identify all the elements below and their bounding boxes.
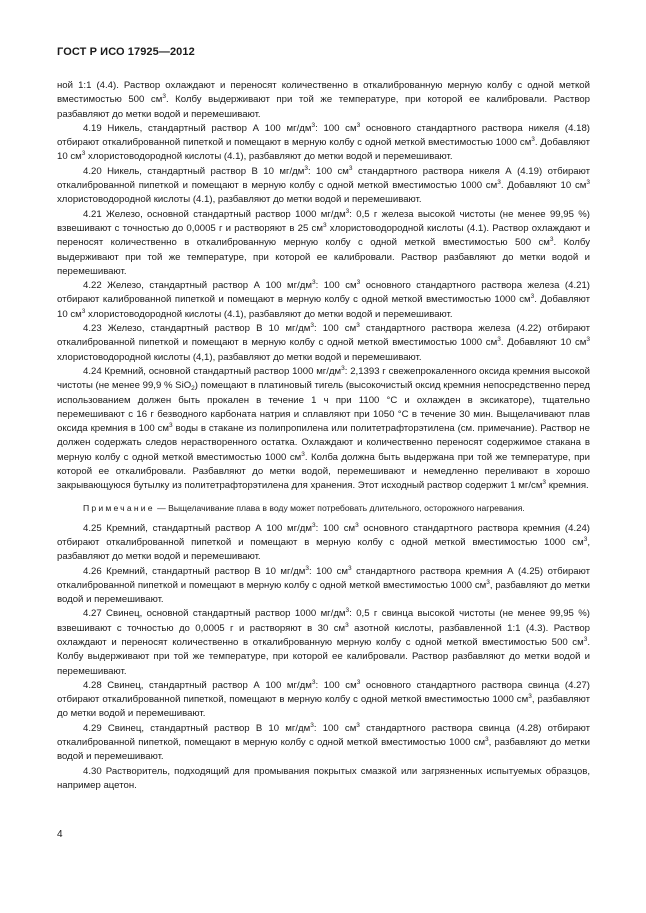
- paragraph-4-20: 4.20 Никель, стандартный раствор В 10 $мг/дм^3$: 100 $см^3$ стандартного раствора никеля А (4.19) отбирают откалиброванной пипеткой и помещают в мерную колбу с одной меткой вместимостью 1000 $см^3$. Добавляют 10 $см^3$ хлористоводородной кислоты (4.1), разбавляют до метки водой и перемешивают.: [57, 164, 590, 206]
- paragraph-4-19: 4.19 Никель, стандартный раствор А 100 $мг/дм^3$: 100 $см^3$ основного стандартного раствора никеля (4.18) отбирают откалиброванной пипеткой и помещают в мерную колбу с одной меткой вместимостью 1000 $см^3$. Добавляют 10 $см^3$ хлористоводородной кислоты (4.1), разбавляют до метки водой и перемешивают.: [57, 121, 590, 163]
- paragraph-4-28: 4.28 Свинец, стандартный раствор А 100 $мг/дм^3$: 100 $см^3$ основного стандартного раствора свинца (4.27) отбирают откалиброванной пипеткой, помещают в мерную колбу с одной меткой вместимостью 1000 $см^3$, разбавляют до метки водой и перемешивают.: [57, 678, 590, 720]
- paragraph-4-27: 4.27 Свинец, основной стандартный раствор 1000 $мг/дм^3$: 0,5 г свинца высокой чистоты (не менее 99,95 %) взвешивают с точностью до 0,0005 г и растворяют в 30 $см^3$ азотной кислоты, разбавленной 1:1 (4.3). Раствор охлаждают и переносят количественно в откалиброванную мерную колбу с одной меткой вместимостью 500 $см^3$. Колбу выдерживают при той же температуре, при которой ее калибровали. Раствор разбавляют до метки водой и перемешивают.: [57, 607, 590, 677]
- paragraph-4-26: 4.26 Кремний, стандартный раствор В 10 $мг/дм^3$: 100 $см^3$ стандартного раствора кремния А (4.25) отбирают откалиброванной пипеткой и помещают в мерную колбу с одной меткой вместимостью 1000 $см^3$, разбавляют до метки водой и перемешивают.: [57, 564, 590, 606]
- paragraph-4-23: 4.23 Железо, стандартный раствор В 10 $мг/дм^3$: 100 $см^3$ стандартного раствора железа (4.22) отбирают откалиброванной пипеткой и помещают в мерную колбу с одной меткой вместимостью 1000 $см^3$. Добавляют 10 $см^3$ хлористоводородной кислоты (4,1), разбавляют до метки водой и перемешивают.: [57, 322, 590, 363]
- note-text: — Выщелачивание плава в воду может потребовать длительного, осторожного нагревания.: [154, 502, 525, 513]
- paragraph-4-21: 4.21 Железо, основной стандартный раствор 1000 $мг/дм^3$: 0,5 г железа высокой чистоты (не менее 99,95 %) взвешивают с точностью до 0,0005 г и растворяют в 25 $см^3$ хлористоводородной кислоты (4.1). Раствор охлаждают и переносят количественно в откалиброванную мерную колбу с одной меткой вместимостью 500 $см^3$. Колбу выдерживают при той же температуре, при которой ее калибровали. Раствор разбавляют до метки водой и перемешивают.: [57, 207, 590, 277]
- paragraph-4-24: 4.24 Кремний, основной стандартный раствор 1000 $мг/дм^3$: 2,1393 г свежепрокаленного оксида кремния высокой чистоты (не менее 99,9 % SiO$_2$) помещают в платиновый тигель (высокочистый оксид кремния непосредственно перед использованием должен быть прокален в течение 1 ч при 1100 °С и охлажден в эксикаторе), тщательно перемешивают с 16 г безводного карбоната натрия и сплавляют при 1050 °С в течение 30 мин. Выщелачивают плав оксида кремния в 100 $см^3$ воды в стакане из полипропилена или политетрафторэтилена (см. примечание). Раствор не должен содержать следов нерастворенного остатка. Охлаждают и количественно переносят содержимое стакана в мерную колбу с одной меткой вместимостью 1000 $см^3$. Колба должна быть выдержана при той же температуре, при которой ее откалибровали. Разбавляют до метки водой, перемешивают и немедленно переливают в хорошо закрывающуюся бутылку из политетрафторэтилена для хранения. Этот исходный раствор содержит 1 $мг/см^3$ кремния.: [57, 364, 590, 492]
- note: [57, 502, 590, 515]
- note-label: Примечание: [83, 502, 155, 513]
- paragraph-4-22: 4.22 Железо, стандартный раствор А 100 $мг/дм^3$: 100 $см^3$ основного стандартного раствора железа (4.21) отбирают калиброванной пипеткой и помещают в мерную колбу с одной меткой вместимостью 1000 $см^3$. Добавляют 10 $см^3$ хлористоводородной кислоты (4.1), разбавляют до метки водой и перемешивают.: [57, 279, 590, 320]
- page-number: 4: [57, 829, 63, 840]
- paragraph-continuation: ной 1:1 (4.4). Раствор охлаждают и переносят количественно в откалиброванную мерную колбу с одной меткой вместимостью 500 $см^3$. Колбу выдерживают при той же температуре, при которой ее калибровали. Раствор разбавляют до метки водой и перемешивают.: [57, 80, 590, 120]
- paragraph-4-29: 4.29 Свинец, стандартный раствор В 10 $мг/дм^3$: 100 $см^3$ стандартного раствора свинца (4.28) отбирают откалиброванной пипеткой, помещают в мерную колбу с одной меткой вместимостью 1000 $см^3$, разбавляют до метки водой и перемешивают.: [57, 721, 590, 763]
- paragraph-4-25: 4.25 Кремний, стандартный раствор А 100 $мг/дм^3$: 100 $см^3$ основного стандартного раствора кремния (4.24) отбирают откалиброванной пипеткой и помещают в мерную колбу с одной меткой вместимостью 1000 $см^3$, разбавляют до метки водой и перемешивают.: [57, 521, 590, 563]
- document-header: ГОСТ Р ИСО 17925—2012: [57, 46, 195, 58]
- document-body: [57, 79, 590, 793]
- paragraph-4-30: 4.30 Растворитель, подходящий для промывания покрытых смазкой или загрязненных испытуемых образцов, например ацетон.: [57, 765, 590, 791]
